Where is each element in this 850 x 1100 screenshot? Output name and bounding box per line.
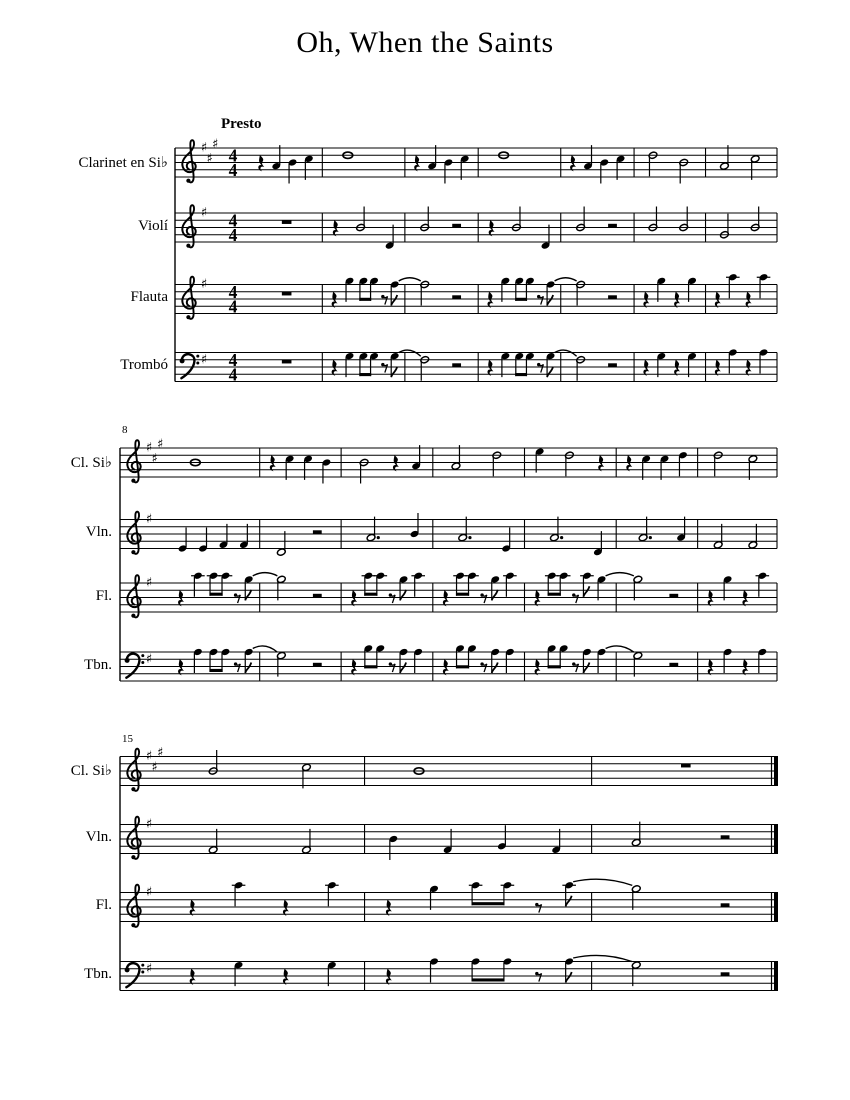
beam [209, 669, 222, 672]
instrument-label: Vln. [85, 524, 112, 540]
sharp-sign: ♯ [145, 575, 153, 591]
eighth-rest [480, 662, 486, 672]
time-signature-denominator: 4 [228, 296, 238, 317]
beam [364, 593, 377, 596]
time-signature-denominator: 4 [228, 364, 238, 385]
eighth-flag [400, 663, 406, 674]
tie [253, 646, 278, 652]
half-rest [452, 224, 461, 228]
quarter-rest [332, 292, 338, 308]
eighth-rest [381, 363, 387, 373]
whole-rest [282, 292, 292, 296]
final-barline [774, 825, 778, 854]
quarter-rest [443, 659, 449, 675]
eighth-flag [245, 590, 251, 601]
half-rest [313, 530, 322, 534]
eighth-flag [492, 590, 498, 601]
tie [253, 573, 278, 576]
quarter-rest [674, 360, 680, 376]
instrument-label: Clarinet en Si♭ [78, 154, 168, 171]
eighth-flag [492, 663, 498, 674]
time-signature-numerator: 4 [228, 281, 238, 302]
whole-rest [681, 764, 691, 768]
sharp-sign: ♯ [145, 961, 153, 977]
sharp-sign: ♯ [145, 817, 153, 832]
eighth-rest [234, 662, 240, 672]
sharp-sign: ♯ [157, 436, 164, 452]
half-note [550, 533, 564, 541]
quarter-rest [487, 360, 493, 376]
beam [472, 902, 505, 905]
treble-clef-icon [127, 817, 140, 860]
quarter-rest [190, 900, 196, 916]
instrument-label: Cl. Si♭ [70, 454, 112, 471]
quarter-rest [443, 590, 449, 606]
time-signature-denominator: 4 [228, 224, 238, 245]
quarter-rest [535, 590, 541, 606]
quarter-rest [715, 360, 721, 376]
eighth-flag [583, 663, 589, 674]
half-rest [452, 295, 461, 299]
eighth-flag [566, 896, 572, 907]
quarter-rest [674, 292, 680, 308]
instrument-label: Fl. [95, 587, 112, 604]
quarter-rest [283, 969, 289, 985]
eighth-flag [391, 295, 397, 306]
half-rest [721, 972, 730, 976]
tie [555, 278, 577, 281]
instrument-label: Cl. Si♭ [70, 763, 112, 779]
sharp-sign: ♯ [200, 140, 208, 156]
treble-clef-icon [127, 575, 140, 618]
time-signature-denominator: 4 [228, 159, 238, 180]
quarter-rest [570, 155, 576, 171]
quarter-rest [643, 292, 649, 308]
beam [472, 978, 505, 981]
beam [515, 373, 527, 376]
half-rest [669, 594, 678, 598]
tie [399, 350, 421, 356]
half-rest [721, 835, 730, 839]
quarter-rest [708, 659, 714, 675]
half-rest [452, 363, 461, 367]
sharp-sign: ♯ [200, 277, 208, 292]
measure-number: 15 [122, 732, 133, 745]
half-note [638, 533, 652, 541]
half-rest [608, 224, 617, 228]
eighth-flag [566, 972, 572, 983]
quarter-rest [746, 292, 752, 308]
final-barline [774, 962, 778, 991]
instrument-label: Fl. [95, 897, 112, 913]
sharp-sign: ♯ [145, 651, 153, 667]
quarter-rest [393, 455, 399, 471]
quarter-rest [283, 900, 289, 916]
instrument-label: Tbn. [84, 966, 112, 982]
quarter-rest [190, 969, 196, 985]
eighth-flag [245, 663, 251, 674]
sharp-sign: ♯ [145, 440, 153, 456]
tie [573, 879, 632, 885]
quarter-rest [746, 360, 752, 376]
sharp-sign: ♯ [151, 451, 158, 467]
final-barline [774, 757, 778, 786]
eighth-flag [547, 367, 553, 378]
quarter-rest [333, 220, 339, 236]
eighth-rest [389, 593, 395, 603]
treble-clef-icon [182, 140, 195, 183]
instrument-label: Trombó [120, 357, 168, 373]
measure-number: 8 [122, 424, 128, 436]
quarter-rest [535, 659, 541, 675]
quarter-rest [643, 360, 649, 376]
quarter-rest [178, 659, 184, 675]
quarter-rest [258, 155, 264, 171]
quarter-rest [386, 969, 392, 985]
sharp-sign: ♯ [151, 759, 158, 775]
treble-clef-icon [127, 885, 140, 928]
half-rest [669, 663, 678, 667]
eighth-rest [572, 593, 578, 603]
half-rest [608, 363, 617, 367]
instrument-label: Vln. [85, 829, 112, 845]
tie [606, 573, 634, 576]
quarter-rest [332, 360, 338, 376]
time-signature-numerator: 4 [228, 210, 238, 231]
eighth-rest [234, 593, 240, 603]
half-rest [313, 594, 322, 598]
sharp-sign: ♯ [212, 136, 219, 152]
sharp-sign: ♯ [145, 885, 153, 900]
sharp-sign: ♯ [206, 151, 213, 167]
beam [209, 593, 222, 596]
sharp-sign: ♯ [200, 352, 208, 368]
quarter-rest [178, 590, 184, 606]
quarter-rest [598, 455, 604, 471]
final-barline [774, 893, 778, 922]
eighth-rest [535, 972, 541, 982]
tie [606, 646, 634, 652]
quarter-rest [351, 590, 357, 606]
treble-clef-icon [182, 205, 195, 248]
eighth-rest [381, 295, 387, 305]
treble-clef-icon [127, 440, 140, 483]
treble-clef-icon [127, 512, 140, 555]
eighth-rest [537, 363, 543, 373]
sharp-sign: ♯ [145, 512, 153, 527]
treble-clef-icon [127, 749, 140, 792]
tempo-marking: Presto [221, 116, 262, 132]
quarter-rest [414, 155, 420, 171]
quarter-rest [270, 455, 276, 471]
tie [555, 350, 577, 356]
eighth-flag [583, 586, 589, 597]
treble-clef-icon [182, 277, 195, 320]
quarter-rest [626, 455, 632, 471]
beam [359, 373, 371, 376]
beam [456, 665, 469, 668]
quarter-rest [386, 900, 392, 916]
beam [456, 593, 469, 596]
beam [359, 298, 371, 301]
instrument-label: Violí [138, 217, 168, 234]
eighth-flag [547, 295, 553, 306]
time-signature-numerator: 4 [228, 145, 238, 166]
beam [548, 665, 561, 668]
quarter-rest [742, 590, 748, 606]
eighth-rest [389, 662, 395, 672]
whole-rest [282, 360, 292, 364]
half-rest [721, 903, 730, 907]
quarter-rest [742, 659, 748, 675]
eighth-rest [572, 662, 578, 672]
instrument-label: Flauta [130, 289, 168, 305]
eighth-rest [535, 903, 541, 913]
eighth-rest [537, 295, 543, 305]
tie [573, 955, 632, 961]
time-signature-numerator: 4 [228, 349, 238, 370]
eighth-flag [400, 590, 406, 601]
tie [399, 278, 421, 281]
quarter-rest [351, 659, 357, 675]
eighth-flag [391, 367, 397, 378]
sharp-sign: ♯ [145, 749, 153, 764]
instrument-label: Tbn. [84, 656, 112, 673]
beam [515, 298, 527, 301]
beam [548, 593, 561, 596]
half-note [458, 533, 472, 541]
half-note [366, 533, 380, 541]
sharp-sign: ♯ [157, 745, 164, 761]
eighth-rest [480, 593, 486, 603]
sharp-sign: ♯ [200, 205, 208, 221]
quarter-rest [489, 220, 495, 236]
quarter-rest [487, 292, 493, 308]
half-rest [608, 295, 617, 299]
quarter-rest [708, 590, 714, 606]
half-rest [313, 663, 322, 667]
whole-rest [282, 220, 292, 224]
quarter-rest [715, 292, 721, 308]
beam [364, 665, 377, 668]
score-title: Oh, When the Saints [296, 26, 554, 59]
